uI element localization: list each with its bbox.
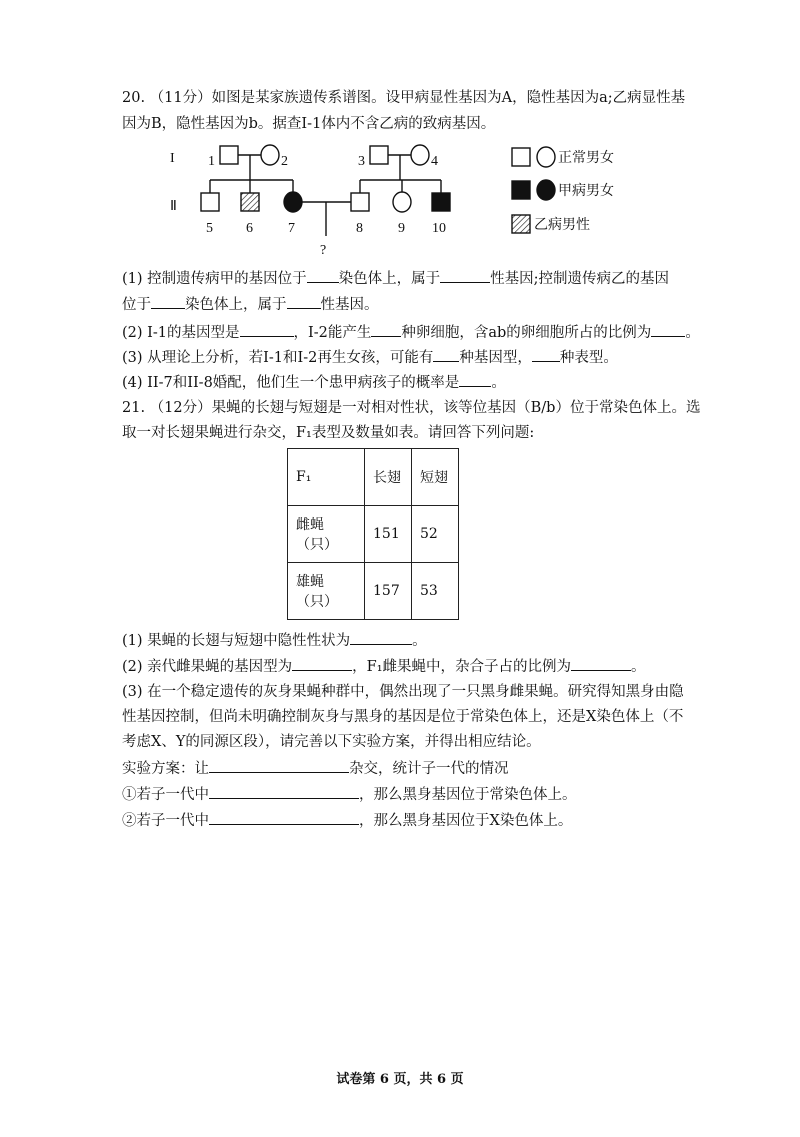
individual-II-6	[241, 193, 259, 211]
q21-part3-line1: (3) 在一个稳定遗传的灰身果蝇种群中，偶然出现了一只黑身雌果蝇。研究得知黑身由隐	[122, 684, 684, 700]
q20-line1: 20. （11分）如图是某家族遗传系谱图。设甲病显性基因为A，隐性基因为a;乙病显性基	[122, 90, 686, 106]
answer-blank[interactable]	[459, 372, 491, 387]
answer-blank[interactable]	[292, 656, 352, 671]
answer-blank[interactable]	[209, 784, 359, 799]
q21-case1: ①若子一代中 ，那么黑身基因位于常染色体上。	[122, 784, 577, 805]
table-header: F₁	[288, 449, 365, 506]
individual-I-2	[261, 145, 279, 165]
individual-I-3	[370, 146, 388, 164]
table-header: 短翅	[412, 449, 459, 506]
q21-case2: ②若子一代中 ，那么黑身基因位于X染色体上。	[122, 810, 572, 831]
table-cell: 雌蝇（只）	[288, 506, 365, 563]
individual-II-7	[284, 192, 302, 212]
legend-a-female-icon	[537, 180, 555, 200]
answer-blank[interactable]	[440, 268, 490, 283]
individual-II-9	[393, 192, 411, 212]
legend-a-male-icon	[512, 181, 530, 199]
answer-blank[interactable]	[307, 268, 339, 283]
q20-part1-line1: (1) 控制遗传病甲的基因位于 染色体上，属于 性基因;控制遗传病乙的基因	[122, 268, 669, 289]
individual-I-1	[220, 146, 238, 164]
answer-blank[interactable]	[209, 810, 359, 825]
legend-a-label: 甲病男女	[558, 184, 614, 199]
answer-blank[interactable]	[209, 758, 349, 773]
q21-plan: 实验方案：让 杂交，统计子一代的情况	[122, 758, 509, 779]
q21-part3-line2: 性基因控制，但尚未明确控制灰身与黑身的基因是位于常染色体上，还是X染色体上（不	[122, 709, 684, 725]
gen-I-label: I	[170, 151, 175, 166]
q21-line2: 取一对长翅果蝇进行杂交，F₁表型及数量如表。请回答下列问题:	[122, 425, 535, 441]
id-7: 7	[288, 221, 295, 236]
table-cell: 53	[412, 563, 459, 620]
table-cell: 157	[365, 563, 412, 620]
id-2: 2	[281, 154, 288, 169]
answer-blank[interactable]	[240, 322, 294, 337]
table-cell: 52	[412, 506, 459, 563]
legend-normal-label: 正常男女	[558, 151, 614, 166]
q20-part1-line2: 位于 染色体上，属于 性基因。	[122, 294, 379, 315]
answer-blank[interactable]	[350, 630, 412, 645]
q20-part3: (3) 从理论上分析，若I-1和I-2再生女孩，可能有 种基因型， 种表型。	[122, 347, 618, 368]
table-header-row	[288, 449, 459, 506]
legend-normal-female-icon	[537, 147, 555, 167]
answer-blank[interactable]	[371, 322, 401, 337]
table-row	[288, 563, 459, 620]
id-8: 8	[356, 221, 363, 236]
table-row	[288, 506, 459, 563]
answer-blank[interactable]	[287, 294, 321, 309]
legend-normal-male-icon	[512, 148, 530, 166]
individual-II-8	[351, 193, 369, 211]
answer-blank[interactable]	[571, 656, 631, 671]
table-header: 长翅	[365, 449, 412, 506]
id-6: 6	[246, 221, 253, 236]
q21-line1: 21. （12分）果蝇的长翅与短翅是一对相对性状，该等位基因（B/b）位于常染色体上。选	[122, 400, 701, 416]
id-1: 1	[208, 154, 215, 169]
q20-part2: (2) I-1的基因型是 ，I-2能产生 种卵细胞，含ab的卵细胞所占的比例为 。	[122, 322, 700, 343]
id-5: 5	[206, 221, 213, 236]
page-footer: 试卷第 6 页，共 6 页	[336, 1072, 464, 1087]
id-unknown: ?	[320, 243, 327, 258]
answer-blank[interactable]	[151, 294, 185, 309]
q21-part3-line3: 考虑X、Y的同源区段），请完善以下实验方案，并得出相应结论。	[122, 734, 541, 750]
q20-part4: (4) II-7和II-8婚配，他们生一个患甲病孩子的概率是 。	[122, 372, 506, 393]
legend-b-label: 乙病男性	[534, 218, 590, 233]
f1-table	[287, 448, 459, 620]
q21-part1: (1) 果蝇的长翅与短翅中隐性性状为 。	[122, 630, 427, 651]
id-10: 10	[432, 221, 446, 236]
gen-II-label: Ⅱ	[170, 199, 177, 214]
legend-b-male-icon	[512, 215, 530, 233]
q20-line2: 因为B，隐性基因为b。据查I-1体内不含乙病的致病基因。	[122, 116, 496, 132]
pedigree-chart	[160, 140, 630, 260]
individual-II-10	[432, 193, 450, 211]
individual-I-4	[411, 145, 429, 165]
id-9: 9	[398, 221, 405, 236]
answer-blank[interactable]	[651, 322, 685, 337]
id-4: 4	[431, 154, 438, 169]
individual-II-5	[201, 193, 219, 211]
id-3: 3	[358, 154, 365, 169]
answer-blank[interactable]	[532, 347, 560, 362]
table-cell: 雄蝇（只）	[288, 563, 365, 620]
answer-blank[interactable]	[433, 347, 459, 362]
table-cell: 151	[365, 506, 412, 563]
q21-part2: (2) 亲代雌果蝇的基因型为 ，F₁雌果蝇中，杂合子占的比例为 。	[122, 656, 646, 677]
